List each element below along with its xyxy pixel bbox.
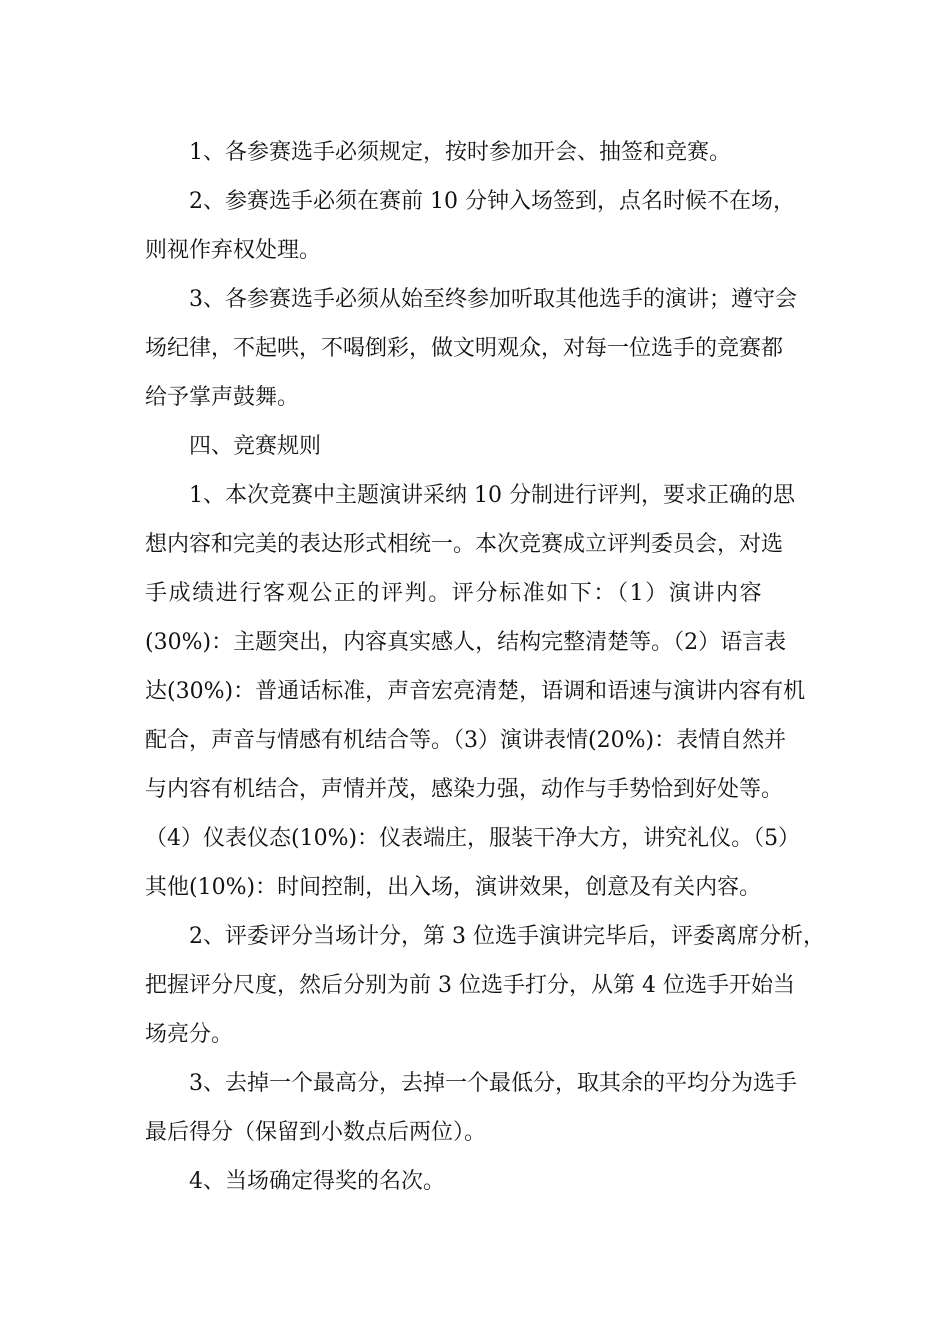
text-line: 场亮分。 bbox=[145, 1022, 234, 1047]
document-body bbox=[145, 128, 825, 1206]
text-line: (30%)：主题突出，内容真实感人，结构完整清楚等。（2）语言表 bbox=[145, 630, 787, 655]
rule-paragraph-2 bbox=[145, 177, 825, 275]
text-line: 把握评分尺度，然后分别为前 3 位选手打分，从第 4 位选手开始当 bbox=[145, 973, 795, 998]
text-line: 配合，声音与情感有机结合等。（3）演讲表情(20%)：表情自然并 bbox=[145, 728, 787, 753]
text-line: 2、参赛选手必须在赛前 10 分钟入场签到，点名时候不在场， bbox=[189, 189, 795, 214]
text-line: 达(30%)：普通话标准，声音宏亮清楚，语调和语速与演讲内容有机 bbox=[145, 679, 806, 704]
text-line: 场纪律，不起哄，不喝倒彩，做文明观众，对每一位选手的竞赛都 bbox=[145, 336, 784, 361]
rule-paragraph-judging bbox=[145, 912, 825, 1059]
text-line: 其他(10%)：时间控制，出入场，演讲效果，创意及有关内容。 bbox=[145, 875, 762, 900]
section-heading-competition-rules bbox=[145, 422, 825, 471]
rule-paragraph-scoring bbox=[145, 471, 825, 912]
text-line: 3、去掉一个最高分，去掉一个最低分，取其余的平均分为选手 bbox=[189, 1071, 797, 1096]
text-line: 四、竞赛规则 bbox=[189, 434, 322, 459]
text-line: 则视作弃权处理。 bbox=[145, 238, 322, 263]
text-line: 1、本次竞赛中主题演讲采纳 10 分制进行评判，要求正确的思 bbox=[189, 483, 795, 508]
text-line: 2、评委评分当场计分，第 3 位选手演讲完毕后，评委离席分析， bbox=[189, 924, 825, 949]
text-line: 手成绩进行客观公正的评判。评分标准如下：（1）演讲内容 bbox=[145, 581, 764, 606]
text-line: 最后得分（保留到小数点后两位）。 bbox=[145, 1120, 487, 1145]
text-line: 4、当场确定得奖的名次。 bbox=[189, 1169, 445, 1194]
rule-paragraph-1 bbox=[145, 128, 825, 177]
text-line: 1、各参赛选手必须规定，按时参加开会、抽签和竞赛。 bbox=[189, 140, 731, 165]
text-line: （4）仪表仪态(10%)：仪表端庄，服装干净大方，讲究礼仪。（5） bbox=[145, 826, 801, 851]
rule-paragraph-averaging bbox=[145, 1059, 825, 1157]
text-line: 3、各参赛选手必须从始至终参加听取其他选手的演讲；遵守会 bbox=[189, 287, 797, 312]
text-line: 想内容和完美的表达形式相统一。本次竞赛成立评判委员会，对选 bbox=[145, 532, 784, 557]
rule-paragraph-ranking bbox=[145, 1157, 825, 1206]
rule-paragraph-3 bbox=[145, 275, 825, 422]
text-line: 给予掌声鼓舞。 bbox=[145, 385, 300, 410]
text-line: 与内容有机结合，声情并茂，感染力强，动作与手势恰到好处等。 bbox=[145, 777, 784, 802]
